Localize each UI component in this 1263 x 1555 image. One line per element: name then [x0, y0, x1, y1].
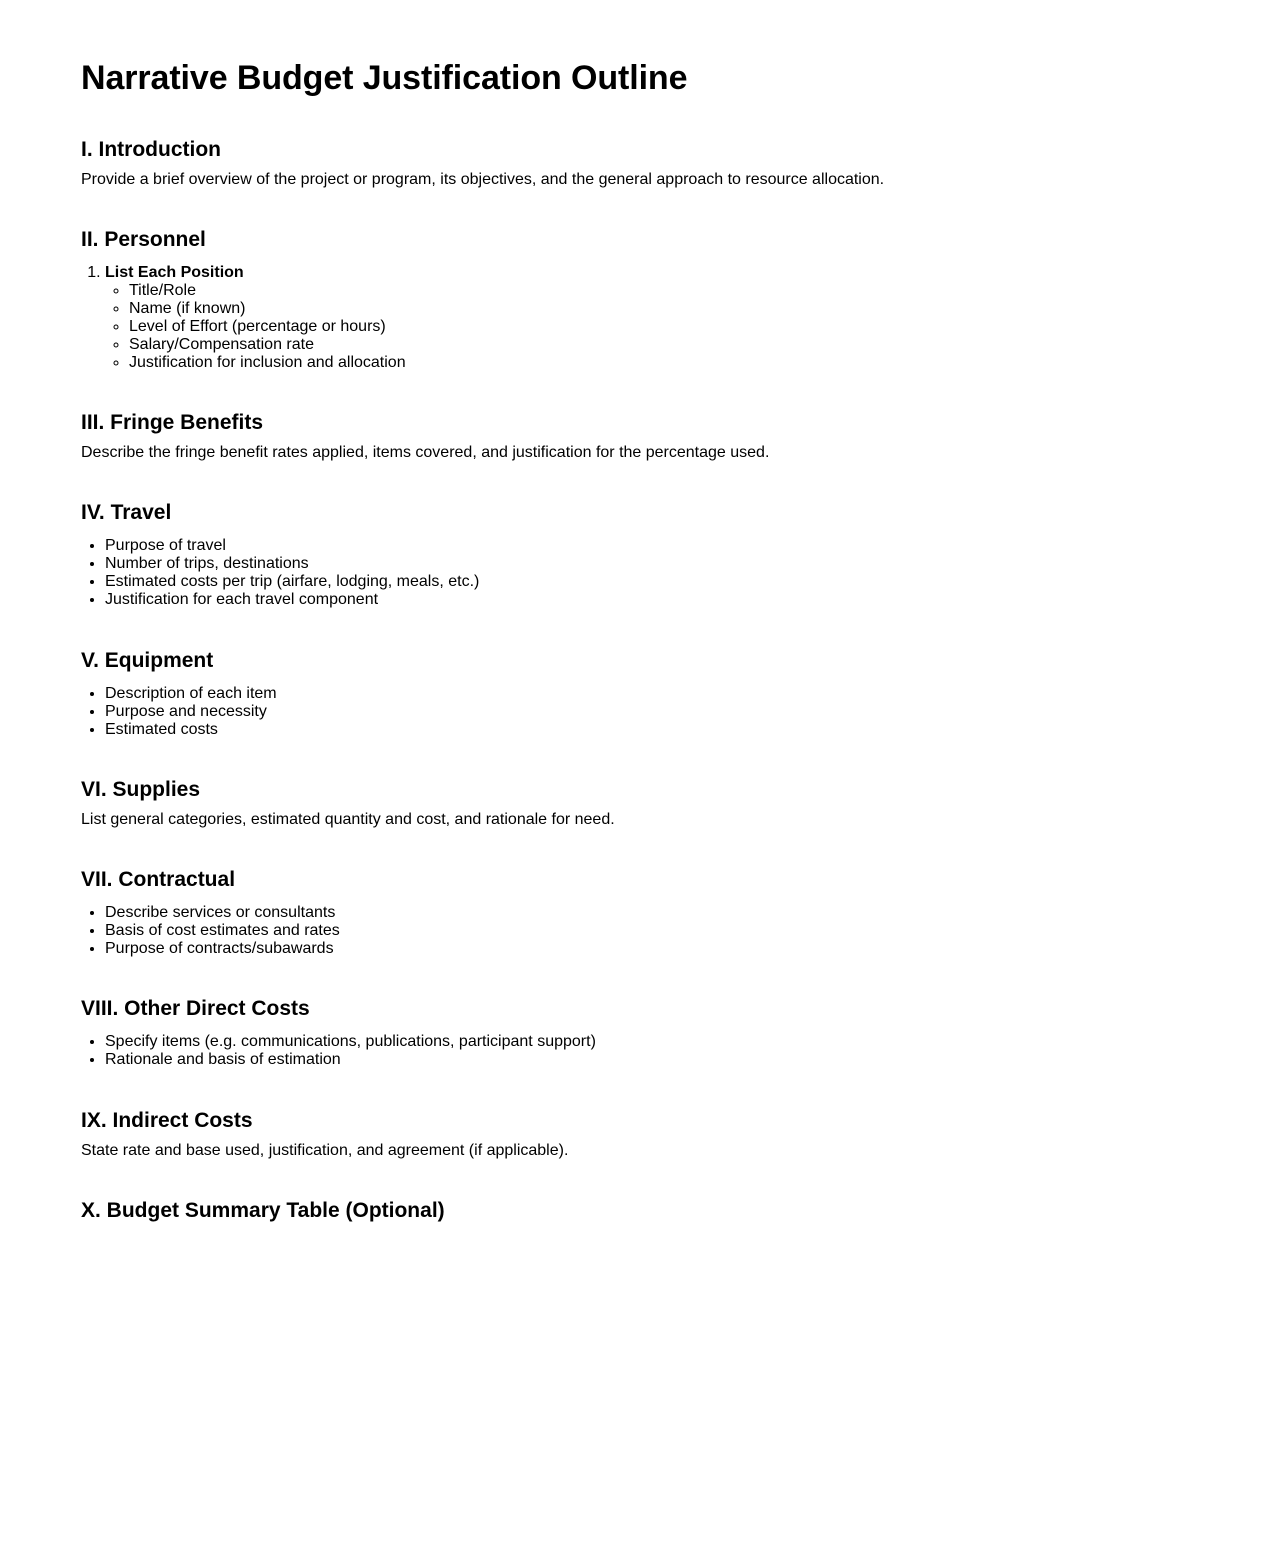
section-heading: X. Budget Summary Table (Optional): [81, 1199, 445, 1222]
section-heading: VII. Contractual: [81, 868, 236, 891]
list-item: • Purpose and necessity: [105, 703, 1181, 721]
bullet-list: [81, 685, 1181, 739]
section-text: List general categories, estimated quantity and cost, and rationale for need.: [81, 811, 615, 828]
list-item: • Basis of cost estimates and rates: [105, 922, 1181, 940]
section-heading: VIII. Other Direct Costs: [81, 997, 310, 1020]
numbered-list: [81, 264, 1181, 372]
section-fringe-benefits: [81, 410, 1181, 462]
sub-list-item: ◦ Justification for inclusion and allocation: [129, 354, 1181, 372]
section-supplies: [81, 777, 1181, 829]
bullet-list: [81, 537, 1181, 609]
section-travel: [81, 500, 1181, 609]
document: [81, 0, 1181, 1253]
list-item: • Rationale and basis of estimation: [105, 1051, 1181, 1069]
bullet-list: [81, 904, 1181, 958]
section-text: Provide a brief overview of the project or program, its objectives, and the general approach to resource allocation.: [81, 171, 885, 188]
section-heading: III. Fringe Benefits: [81, 411, 264, 434]
section-heading: V. Equipment: [81, 649, 214, 672]
list-item: • Estimated costs: [105, 721, 1181, 739]
sub-list-item: ◦ Title/Role: [129, 282, 1181, 300]
list-item: • Purpose of contracts/subawards: [105, 940, 1181, 958]
section-equipment: [81, 648, 1181, 739]
list-item: • Purpose of travel: [105, 537, 1181, 555]
list-item: [105, 264, 1181, 372]
section-personnel: [81, 227, 1181, 372]
bullet-list: [81, 1033, 1181, 1069]
sub-list: [105, 282, 1181, 372]
section-text: State rate and base used, justification, and agreement (if applicable).: [81, 1142, 569, 1159]
section-contractual: [81, 867, 1181, 958]
list-item-label: List Each Position: [105, 264, 244, 281]
section-other-direct-costs: [81, 996, 1181, 1069]
sub-list-item: ◦ Name (if known): [129, 300, 1181, 318]
list-item: • Describe services or consultants: [105, 904, 1181, 922]
section-heading: IX. Indirect Costs: [81, 1109, 253, 1132]
list-item: • Description of each item: [105, 685, 1181, 703]
section-heading: I. Introduction: [81, 138, 221, 161]
section-budget-summary: [81, 1198, 1181, 1224]
section-text: Describe the fringe benefit rates applied, items covered, and justification for the percentage used.: [81, 444, 770, 461]
list-item: • Specify items (e.g. communications, publications, participant support): [105, 1033, 1181, 1051]
section-introduction: [81, 137, 1181, 189]
list-item: • Estimated costs per trip (airfare, lodging, meals, etc.): [105, 573, 1181, 591]
list-item: • Number of trips, destinations: [105, 555, 1181, 573]
section-indirect-costs: [81, 1108, 1181, 1160]
section-heading: II. Personnel: [81, 228, 206, 251]
page-title: Narrative Budget Justification Outline: [81, 59, 688, 97]
sub-list-item: ◦ Salary/Compensation rate: [129, 336, 1181, 354]
sub-list-item: ◦ Level of Effort (percentage or hours): [129, 318, 1181, 336]
section-heading: VI. Supplies: [81, 778, 201, 801]
section-heading: IV. Travel: [81, 501, 172, 524]
list-item: • Justification for each travel component: [105, 591, 1181, 609]
